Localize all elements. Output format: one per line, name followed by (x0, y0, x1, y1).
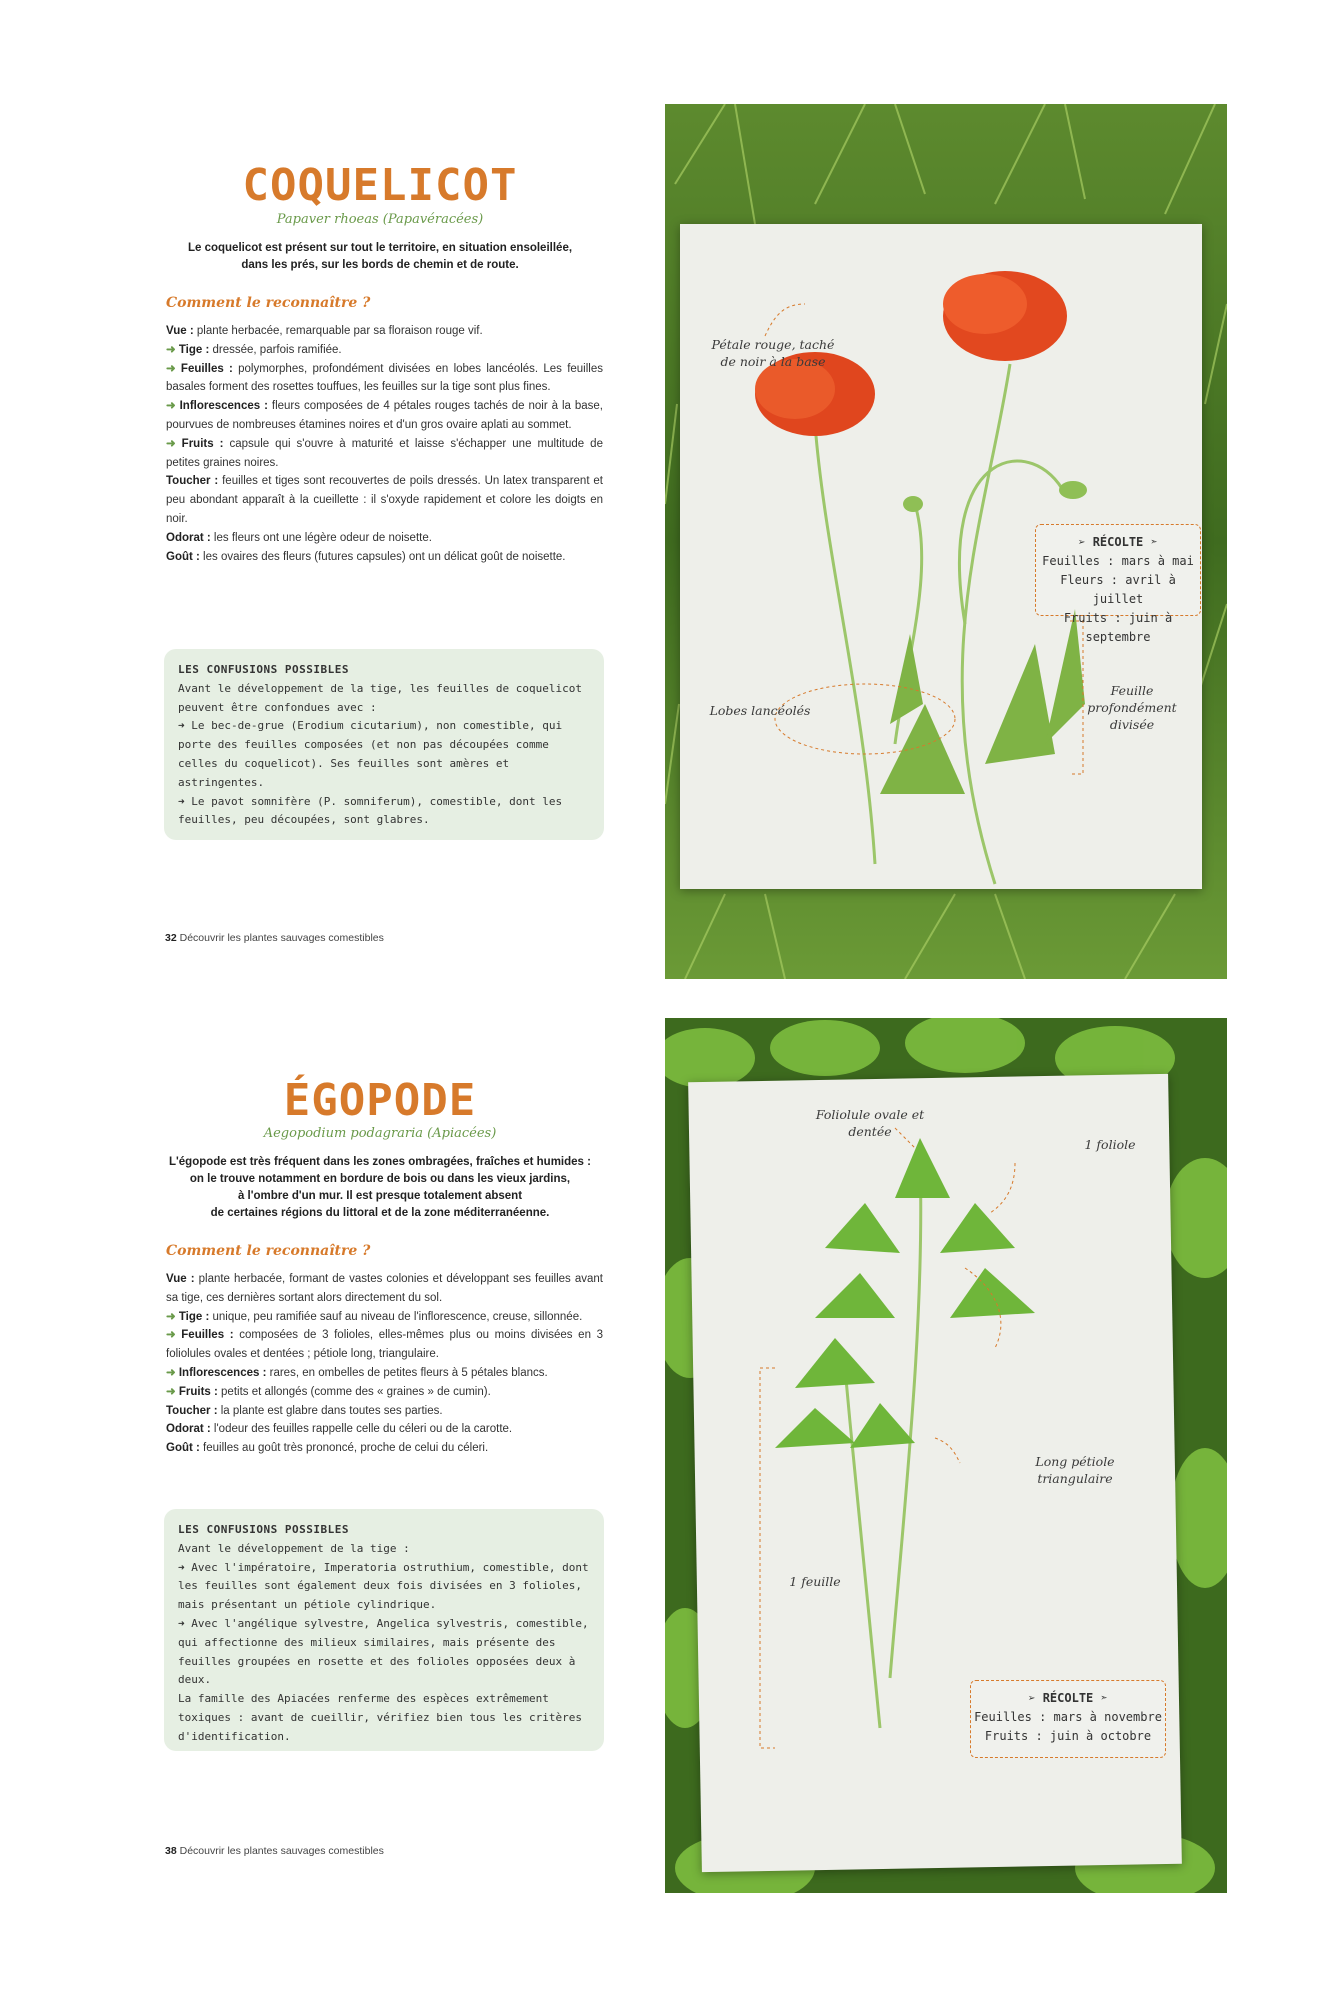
stems (815, 364, 1065, 884)
recolte-box (970, 1680, 1166, 1758)
description-text: fleurs composées de 4 pétales rouges tachés de noir à la base, pourvues de nombreuses étamines noires et d'un gros ovaire aplati au sommet. (166, 400, 603, 431)
arrow-icon: ➜ (166, 437, 182, 450)
arrow-icon: ➜ (166, 1310, 179, 1323)
intro-line: à l'ombre d'un mur. Il est presque totalement absent (237, 1190, 523, 1202)
description-label: Vue : (166, 325, 194, 337)
description-item (166, 529, 603, 548)
description-label: Goût : (166, 1442, 200, 1455)
box-title: LES CONFUSIONS POSSIBLES (178, 1523, 349, 1536)
recolte-title: ➢ RÉCOLTE ➣ (1078, 535, 1158, 549)
description-text: unique, peu ramifiée sauf au niveau de l'inflorescence, creuse, sillonnée. (209, 1310, 583, 1323)
description-text: l'odeur des feuilles rappelle celle du céleri ou de la carotte. (210, 1423, 513, 1436)
recolte-line: Feuilles : mars à mai (1042, 554, 1194, 568)
section-heading: Comment le reconnaître ? (166, 295, 371, 311)
page-footer (165, 1845, 384, 1857)
description-label: Inflorescences : (179, 400, 268, 413)
description-item (166, 472, 603, 528)
poppy-bud (1059, 481, 1087, 499)
label-petale: Pétale rouge, taché de noir à la base (711, 337, 835, 369)
description-item (166, 1308, 603, 1327)
label-feuille: Feuille profondément divisée (1087, 683, 1177, 732)
description-text: la plante est glabre dans toutes ses parties. (217, 1404, 443, 1417)
leaflets (775, 1138, 1035, 1448)
petal (943, 274, 1027, 334)
label-petiole: Long pétiole triangulaire (1035, 1454, 1115, 1486)
description-text: les ovaires des fleurs (futures capsules) ont un délicat goût de noisette. (199, 550, 566, 563)
description-item (166, 548, 603, 567)
latin-name: Aegopodium podagraria (Apiacées) (263, 1126, 497, 1141)
arrow-icon: ➜ (166, 1329, 182, 1342)
description-label: Toucher : (166, 1404, 218, 1417)
arrow-icon: ➜ (166, 343, 179, 356)
description-label: Tige : (178, 1310, 210, 1323)
description-label: Toucher : (166, 475, 219, 488)
description-label: Odorat : (166, 1423, 211, 1436)
box-title: LES CONFUSIONS POSSIBLES (178, 663, 349, 676)
description-item (166, 1326, 603, 1364)
description-item (166, 322, 603, 341)
box-line: Avant le développement de la tige, les feuilles de coquelicot peuvent être confondues avec : (178, 681, 582, 714)
intro-line: Le coquelicot est présent sur tout le territoire, en situation ensoleillée, (187, 242, 573, 254)
description-item (166, 1402, 603, 1421)
description-item (166, 360, 603, 398)
description-text: petits et allongés (comme des « graines » de cumin). (217, 1385, 491, 1398)
coquelicot-photo (665, 104, 1227, 979)
page-egopode (0, 1000, 1335, 2000)
page-footer (165, 932, 384, 944)
page-number: 38 (165, 1845, 177, 1857)
arrow-icon: ➜ (166, 400, 180, 413)
label-foliolule: Foliolule ovale et dentée (815, 1107, 925, 1139)
label-feuille: 1 feuille (789, 1574, 841, 1589)
recolte-title: ➢ RÉCOLTE ➣ (1028, 1691, 1108, 1705)
arrow-icon: ➜ (166, 1385, 179, 1398)
description-label: Fruits : (178, 1385, 218, 1398)
confusions-box (164, 1509, 604, 1751)
box-line: ➜ Le pavot somnifère (P. somniferum), comestible, dont les feuilles, peu découpées, sont glabres. (178, 794, 563, 827)
description-label: Goût : (166, 550, 200, 563)
label-foliole: 1 foliole (1084, 1137, 1136, 1152)
description-text: plante herbacée, formant de vastes colonies et développant ses feuilles avant sa tige, ces dernières sortant alors directement du sol. (166, 1273, 603, 1304)
description (166, 1270, 603, 1458)
description-text: composées de 3 folioles, elles-mêmes plus ou moins divisées en 3 foliolules ovales et dentées ; pétiole long, triangulaire. (166, 1329, 603, 1361)
egopode-photo (665, 1018, 1227, 1893)
page-number: 32 (165, 932, 177, 944)
label-lobes: Lobes lancéolés (709, 703, 811, 718)
description-label: Tige : (178, 343, 210, 356)
intro-text (160, 240, 600, 274)
description-item (166, 435, 603, 473)
intro-line: dans les prés, sur les bords de chemin et de route. (241, 259, 519, 271)
box-body (178, 680, 590, 830)
page-title: COQUELICOT (242, 160, 518, 211)
description-text: les fleurs ont une légère odeur de noisette. (210, 531, 432, 544)
box-line: ➜ Avec l'impératoire, Imperatoria ostruthium, comestible, dont les feuilles sont également deux fois divisées en 3 folioles, mais présentant un pétiole cylindrique. (178, 1560, 589, 1612)
description-text: feuilles au goût très prononcé, proche de celui du céleri. (199, 1442, 489, 1455)
description-text: polymorphes, profondément divisées en lobes lancéolés. Les feuilles basales forment des rosettes touffues, les feuilles sur la tige sont plus fines. (166, 362, 603, 394)
intro-line: de certaines régions du littoral et de la zone méditerranéenne. (210, 1207, 550, 1219)
description-label: Feuilles : (181, 1329, 234, 1342)
footer-text: Découvrir les plantes sauvages comestibles (176, 932, 384, 944)
description-item (166, 1383, 603, 1402)
description-text: feuilles et tiges sont recouvertes de poils dressés. Un latex transparent et peu abondant apparaît à la cueillette : il s'oxyde rapidement et colore les doigts en noir. (166, 475, 603, 525)
description-label: Feuilles : (180, 362, 233, 375)
description-item (166, 1364, 603, 1383)
confusions-box (164, 649, 604, 840)
box-line: La famille des Apiacées renferme des espèces extrêmement toxiques : avant de cueillir, vérifiez bien tous les critères d'identification. (178, 1692, 582, 1743)
intro-line: on le trouve notamment en bordure de bois ou dans les vieux jardins, (189, 1173, 571, 1185)
footer-text: Découvrir les plantes sauvages comestibles (176, 1845, 384, 1857)
description-item (166, 1439, 603, 1458)
recolte-line: Feuilles : mars à novembre (974, 1710, 1162, 1724)
poppy-bud (903, 496, 923, 512)
description-item (166, 397, 603, 435)
description-label: Inflorescences : (178, 1366, 267, 1379)
box-line: ➜ Le bec-de-grue (Erodium cicutarium), non comestible, qui porte des feuilles composées (et non pas découpées comme celles du coquelicot). Ses feuilles sont amères et astringentes. (178, 719, 563, 789)
arrow-icon: ➜ (166, 1366, 179, 1379)
latin-name: Papaver rhoeas (Papavéracées) (276, 212, 484, 227)
recolte-line: Fleurs : avril à juillet (1060, 573, 1176, 606)
box-line: ➜ Avec l'angélique sylvestre, Angelica sylvestris, comestible, qui affectionne des milieux similaires, mais présente des feuilles groupées en rosette et des folioles opposées deux à deux. (178, 1616, 589, 1687)
intro-text (160, 1154, 600, 1222)
recolte-line: Fruits : juin à octobre (984, 1729, 1152, 1743)
section-heading: Comment le reconnaître ? (166, 1243, 371, 1259)
description (166, 322, 603, 566)
description-label: Odorat : (166, 531, 211, 544)
arrow-icon: ➜ (166, 362, 181, 375)
intro-line: L'égopode est très fréquent dans les zones ombragées, fraîches et humides : (169, 1156, 591, 1168)
page-title: ÉGOPODE (283, 1075, 477, 1126)
description-item (166, 1270, 603, 1308)
description-text: plante herbacée, remarquable par sa floraison rouge vif. (193, 325, 483, 337)
description-text: rares, en ombelles de petites fleurs à 5 pétales blancs. (266, 1366, 548, 1379)
box-line: Avant le développement de la tige : (178, 1541, 410, 1555)
description-label: Fruits : (181, 437, 224, 450)
recolte-box (1035, 524, 1201, 644)
description-text: dressée, parfois ramifiée. (209, 343, 342, 356)
description-text: capsule qui s'ouvre à maturité et laisse s'échapper une multitude de petites graines noires. (166, 437, 603, 469)
recolte-line: Fruits : juin à septembre (1063, 611, 1173, 644)
description-item (166, 341, 603, 360)
description-item (166, 1420, 603, 1439)
description-label: Vue : (166, 1273, 195, 1285)
box-body (178, 1540, 590, 1747)
